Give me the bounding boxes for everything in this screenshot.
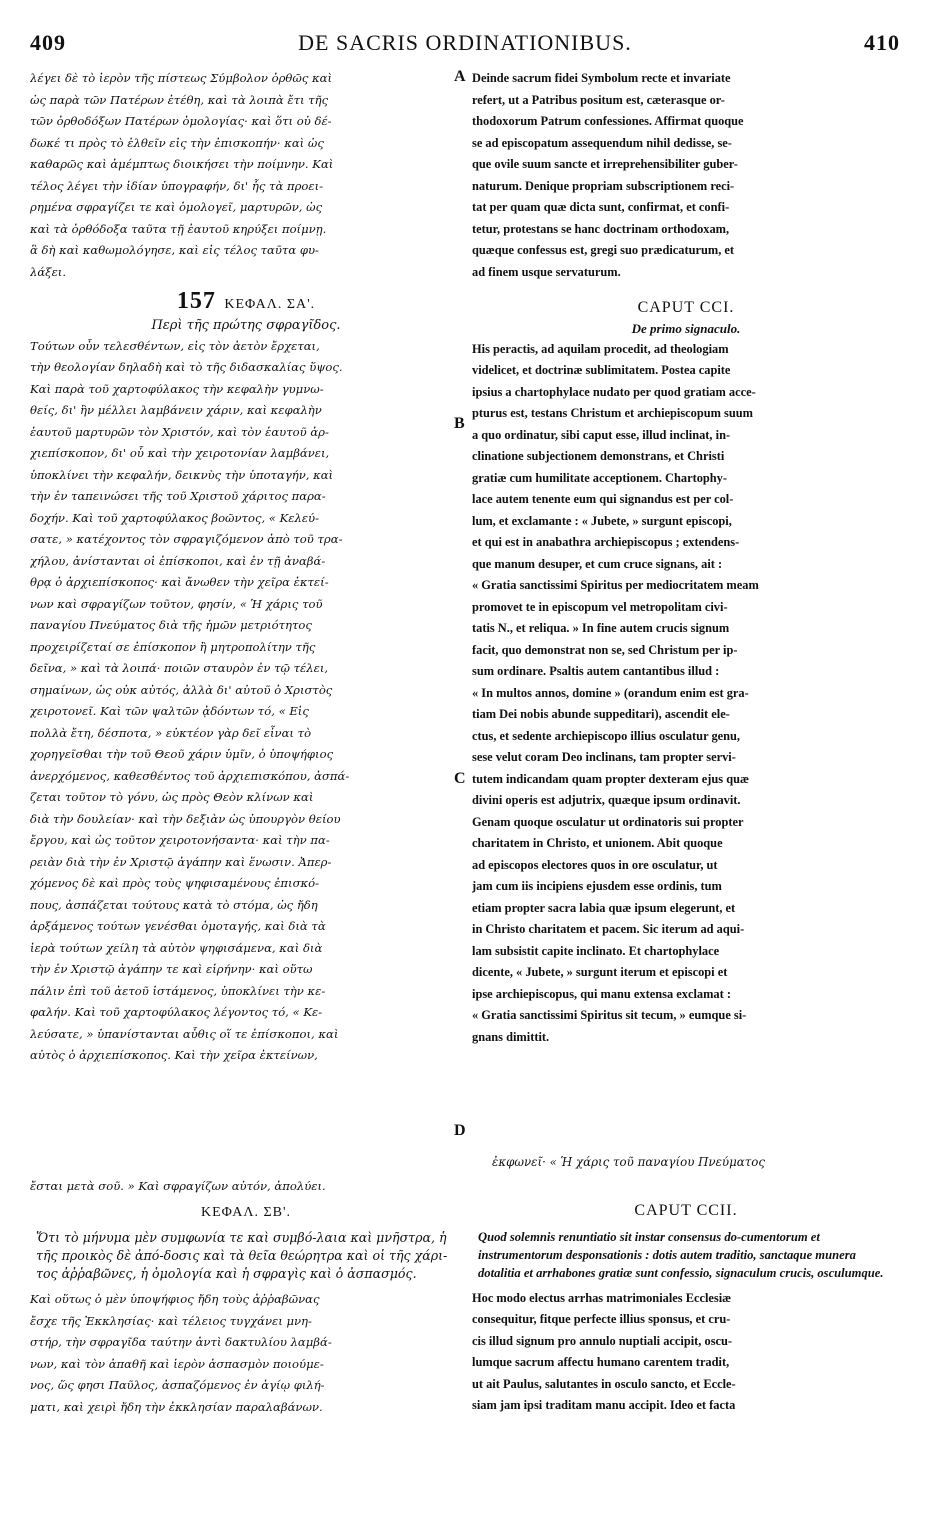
text-line: χήλου, ἀνίστανται οἱ ἐπίσκοποι, καὶ ἐν τῇ ἀναβά- xyxy=(30,553,326,568)
text-line: χειροτονεῖ. Καὶ τῶν ψαλτῶν ᾀδόντων τό, « Εἰς xyxy=(30,704,309,718)
text-line: jam cum iis incipiens ejusdem esse ordinis, tum xyxy=(472,879,722,893)
chapter-number: 157 xyxy=(176,288,216,314)
text-line: ad episcopos electores quos in ore osculatur, ut xyxy=(472,857,718,872)
text-line: δωκέ τι πρὸς τὸ ἐλθεῖν εἰς τὴν ἐπισκοπήν· καὶ ὡς xyxy=(30,135,324,150)
text-line: τέλος λέγει τὴν ἰδίαν ὑπογραφήν, δι' ἧς τὰ προει- xyxy=(30,178,324,193)
text-line: ὑποκλίνει τὴν κεφαλήν, δεικνὺς τὴν ὑποταγήν, καὶ xyxy=(30,467,334,482)
running-title: DE SACRIS ORDINATIONIBUS. xyxy=(298,30,632,55)
greek-chapter2-text xyxy=(30,1289,462,1418)
text-line: νων, καὶ τὸν ἀπαθῆ καὶ ἱερὸν ἀσπασμὸν ποιούμε- xyxy=(30,1356,324,1371)
text-line: sese velut coram Deo inclinans, tam propter servi- xyxy=(472,750,736,764)
text-line: siam jam ipsi traditam manu accipit. Ideo et facta xyxy=(472,1398,736,1412)
text-line: ζεται τοῦτον τὸ γόνυ, ὡς πρὸς Θεὸν κλίνων καὶ xyxy=(30,790,314,804)
text-line: lumque sacrum affectu humano carentem tradit, xyxy=(472,1355,730,1369)
text-line: quæque confessus est, gregi suo prædicaturum, et xyxy=(472,243,735,257)
margin-letter: A xyxy=(454,68,466,85)
text-line: τὴν ἐν ταπεινώσει τῆς τοῦ Χριστοῦ χάριτος παρα- xyxy=(30,489,326,503)
text-line: tiam Dei nobis abunde suppeditari), ascendit ele- xyxy=(472,707,730,721)
text-line: tatis N., et reliqua. » In fine autem crucis signum xyxy=(472,621,730,635)
text-line: gratiæ cum humilitate acceptionem. Chartophy- xyxy=(472,470,728,485)
text-line: ἀνερχόμενος, καθεσθέντος τοῦ ἀρχιεπισκόπου, ἀσπά- xyxy=(30,768,350,783)
text-line: θρᾳ ὁ ἀρχιεπίσκοπος· καὶ ἄνωθεν τὴν χεῖρα ἐκτεί- xyxy=(30,575,329,589)
text-line: σατε, » κατέχοντος τὸν σφραγιζόμενον ἀπὸ τοῦ τρα- xyxy=(30,532,343,546)
text-line: δοχήν. Καὶ τοῦ χαρτοφύλακος βοῶντος, « Κελεύ- xyxy=(30,510,320,525)
text-line: χιεπίσκοπον, δι' οὗ καὶ τὴν χειροτονίαν λαμβάνει, xyxy=(30,446,330,460)
latin-chapter-heading: CAPUT CCI. xyxy=(637,299,735,316)
text-line: facit, quo demonstrat non se, sed Christum per ip- xyxy=(472,642,738,657)
text-line: ipsius a chartophylace nudato per quod gratiam acce- xyxy=(472,384,756,399)
text-line: στήρ, τὴν σφραγῖδα ταύτην ἀντὶ δακτυλίου λαμβά- xyxy=(30,1335,332,1349)
text-line: ἑαυτοῦ μαρτυρῶν τὸν Χριστόν, καὶ τὸν ἑαυτοῦ ἀρ- xyxy=(30,424,329,439)
text-line: refert, ut a Patribus positum est, cæterasque or- xyxy=(472,92,725,107)
text-line: πολλὰ ἔτη, δέσποτα, » εὐκτέον γὰρ δεῖ εἶναι τὸ xyxy=(30,725,312,740)
text-line: τῶν ὀρθοδόξων Πατέρων ὁμολογίας· καὶ ὅτι οὐ δέ- xyxy=(30,114,332,128)
text-line: divini operis est adjutrix, quæque ipsum ordinavit. xyxy=(472,793,741,807)
greek-chapter-heading xyxy=(30,288,462,316)
text-line: ματι, καὶ χειρὶ ἤδη τὴν ἐκκλησίαν παραλαβάνων. xyxy=(30,1399,323,1414)
text-line: θείς, δι' ἣν μέλλει λαμβάνειν χάριν, καὶ κεφαλὴν xyxy=(30,403,322,417)
text-line: consequitur, fitque perfecte illius sponsus, et cru- xyxy=(472,1312,731,1326)
text-line: ipse archiepiscopus, qui manu extensa exclamat : xyxy=(472,986,731,1001)
text-line: Genam quoque osculatur ut ordinatoris sui propter xyxy=(472,814,744,829)
text-line: ἔσχε τῆς Ἐκκλησίας· καὶ τέλειος τυγχάνει μνη- xyxy=(30,1313,312,1328)
page-number-right: 410 xyxy=(864,30,900,55)
latin-column xyxy=(472,68,900,1048)
text-line: δεῖνα, » καὶ τὰ λοιπά· ποιῶν σταυρὸν ἐν τῷ τέλει, xyxy=(30,661,329,675)
text-line: προχειρίζεταί σε ἐπίσκοπον ἢ μητροπολίτην τῆς xyxy=(30,639,316,654)
text-line: in Christo charitatem et pacem. Sic iterum ad aqui- xyxy=(472,922,745,936)
text-line: ρημένα σφραγίζει τε καὶ ὁμολογεῖ, μαρτυρῶν, ὡς xyxy=(30,200,323,214)
text-line: τὴν ἐν Χριστῷ ἀγάπην τε καὶ εἰρήνην· καὶ οὕτω xyxy=(30,962,313,976)
text-line: videlicet, et doctrinæ sublimitatem. Postea capite xyxy=(472,363,731,377)
latin-chapter2-subtitle: Quod solemnis renuntiatio sit instar consensus do-cumentorum et instrumentorum desponsationis : dotis autem traditio, sanctaque munera dotalitia et arrhabones gratiæ sunt confessio, signaculum crucis, osculumque. xyxy=(478,1229,884,1280)
latin-chapter2-heading: CAPUT CCII. xyxy=(634,1202,738,1219)
greek-chapter-text xyxy=(30,336,462,1067)
latin-chapter2-text xyxy=(472,1288,900,1417)
greek-chapter-subtitle: Περὶ τῆς πρώτης σφραγῖδος. xyxy=(151,317,341,333)
text-line: clinatione subjectionem demonstrans, et Christi xyxy=(472,449,725,463)
text-line: lam subsistit capite inclinato. Et chartophylace xyxy=(472,943,720,958)
text-line: lace autem tenente eum qui signandus est per col- xyxy=(472,492,734,506)
text-line: ut ait Paulus, salutantes in osculo sancto, et Eccle- xyxy=(472,1376,736,1391)
greek-line: ἔσται μετὰ σοῦ. » Καὶ σφραγίζων αὐτόν, ἀπολύει. xyxy=(30,1179,326,1193)
text-line: « Gratia sanctissimi Spiritus sit tecum, » eumque si- xyxy=(472,1008,747,1022)
greek-intro-paragraph xyxy=(30,68,462,283)
margin-letter: C xyxy=(454,770,466,787)
text-line: χορηγεῖσθαι τὴν τοῦ Θεοῦ χάριν ὑμῖν, ὁ ὑποψήφιος xyxy=(30,747,334,761)
greek-chapter-title: ΚΕΦΑΛ. ΣΑ'. xyxy=(224,297,316,312)
text-line: νων καὶ σφραγίζων τοῦτον, φησίν, « Ἡ χάρις τοῦ xyxy=(30,596,323,611)
text-line: ἱερὰ τούτων χείλη τὰ αὐτὸν ψηφισάμενα, καὶ διὰ xyxy=(30,940,323,955)
text-line: Hoc modo electus arrhas matrimoniales Ecclesiæ xyxy=(472,1290,732,1305)
text-line: Deinde sacrum fidei Symbolum recte et invariate xyxy=(472,71,731,85)
text-line: ctus, et sedente archiepiscopo illius osculatur genu, xyxy=(472,728,741,743)
text-line: διὰ τὴν δουλείαν· καὶ τὴν δεξιὰν ὡς ὑπουργὸν θείου xyxy=(30,811,341,826)
text-line: tat per quam quæ dicta sunt, confirmat, et confi- xyxy=(472,200,730,214)
text-line: se ad episcopatum assequendum nihil dedisse, se- xyxy=(472,135,732,150)
text-line: καθαρῶς καὶ ἀμέμπτως διοικήσει τὴν ποίμνην. Καὶ xyxy=(30,157,334,171)
text-line: dicente, « Jubete, » surgunt iterum et episcopi et xyxy=(472,965,728,979)
latin-intro-paragraph xyxy=(472,68,900,283)
text-line: αὐτὸς ὁ ἀρχιεπίσκοπος. Καὶ τὴν χεῖρα ἐκτείνων, xyxy=(30,1048,318,1062)
text-line: φαλήν. Καὶ τοῦ χαρτοφύλακος λέγοντος τό, « Κε- xyxy=(30,1005,323,1019)
text-line: que ovile suum sancte et irreprehensibiliter guber- xyxy=(472,157,738,171)
greek-chapter2-subtitle: Ὅτι τὸ μήνυμα μὲν συμφωνία τε καὶ συμβό-λαια καὶ μνῆστρα, ἡ τῆς προικὸς δὲ ἀπό-δοσις καὶ τὰ θεῖα θεώρητρα καὶ οἱ τῆς χάρι-τος ἀῤῥαβῶνες, ἡ ὁμολογία καὶ ἡ σφραγὶς καὶ ὁ ἀσπασμός. xyxy=(36,1230,448,1281)
greek-column-lower xyxy=(30,1176,462,1418)
text-line: νος, ὥς φησι Παῦλος, ἀσπαζόμενος ἐν ἁγίῳ φιλή- xyxy=(30,1378,325,1392)
text-line: πάλιν ἐπὶ τοῦ ἀετοῦ ἱστάμενος, ὑποκλίνει τὴν κε- xyxy=(30,983,326,998)
text-line: pturus est, testans Christum et archiepiscopum suum xyxy=(472,406,753,420)
text-line: τὴν θεολογίαν δηλαδὴ καὶ τὸ τῆς διδασκαλίας ὕψος. xyxy=(30,360,343,374)
text-line: ad finem usque servaturum. xyxy=(472,264,621,279)
text-line: ἃ δὴ καὶ καθωμολόγησε, καὶ εἰς τέλος ταῦτα φυ- xyxy=(30,243,319,257)
text-line: πους, ἀσπάζεται τούτους κατὰ τὸ στόμα, ὡς ἤδη xyxy=(30,897,318,912)
page-number-left: 409 xyxy=(30,30,66,55)
text-line: lum, et exclamante : « Jubete, » surgunt episcopi, xyxy=(472,513,732,528)
text-line: a quo ordinatur, sibi caput esse, illud inclinat, in- xyxy=(472,427,731,442)
text-line: thodoxorum Patrum confessiones. Affirmat quoque xyxy=(472,114,744,128)
text-line: que manum desuper, et cum cruce signans, ait : xyxy=(472,556,723,571)
text-line: charitatem in Christo, et unionem. Abit quoque xyxy=(472,836,723,850)
text-line: καὶ τὰ ὀρθόδοξα ταῦτα τῇ ἑαυτοῦ κηρύξει ποίμνῃ. xyxy=(30,221,327,236)
text-line: ἀρξάμενος τούτων γενέσθαι ὁμοταγής, καὶ διὰ τὰ xyxy=(30,919,326,933)
greek-chapter2-heading: ΚΕΦΑΛ. ΣΒ'. xyxy=(201,1204,291,1220)
text-line: ρειὰν διὰ τὴν ἐν Χριστῷ ἀγάπην καὶ ἕνωσιν. Ἀπερ- xyxy=(30,854,332,869)
text-line: cis illud signum pro annulo nuptiali accipit, oscu- xyxy=(472,1333,733,1348)
text-line: Καὶ παρὰ τοῦ χαρτοφύλακος τὴν κεφαλὴν γυμνω- xyxy=(30,381,324,396)
text-line: λέγει δὲ τὸ ἱερὸν τῆς πίστεως Σύμβολον ὀρθῶς καὶ xyxy=(30,71,333,85)
full-width-line xyxy=(30,1155,900,1169)
text-line: naturum. Denique propriam subscriptionem reci- xyxy=(472,178,735,193)
text-line: σημαίνων, ὡς οὐκ αὐτός, ἀλλὰ δι' αὐτοῦ ὁ Χριστὸς xyxy=(30,682,333,697)
text-line: παναγίου Πνεύματος διὰ τῆς ἡμῶν μετριότητος xyxy=(30,618,312,632)
latin-column-lower xyxy=(472,1200,900,1417)
text-line: etiam propter sacra labia quæ ipsum elegerunt, et xyxy=(472,900,736,915)
latin-chapter-subtitle: De primo signaculo. xyxy=(631,320,741,336)
text-line: ὡς παρὰ τῶν Πατέρων ἐτέθη, καὶ τὰ λοιπὰ ἔτι τῆς xyxy=(30,92,329,107)
text-line: Τούτων οὖν τελεσθέντων, εἰς τὸν ἀετὸν ἔρχεται, xyxy=(30,338,320,353)
margin-letter: D xyxy=(454,1122,466,1139)
text-line: ἔργου, καὶ ὡς τοῦτον χειροτονήσαντα· καὶ τὴν πα- xyxy=(30,833,330,847)
margin-letter: B xyxy=(454,415,465,432)
text-line: λεύσατε, » ὑπανίστανται αὖθις οἵ τε ἐπίσκοποι, καὶ xyxy=(30,1026,339,1041)
page-header xyxy=(30,30,900,56)
text-line: tetur, protestans se hanc doctrinam orthodoxam, xyxy=(472,221,730,236)
text-line: gnans dimittit. xyxy=(472,1029,550,1044)
text-line: χόμενος δὲ καὶ πρὸς τοὺς ψηφισαμένους ἐπισκό- xyxy=(30,876,319,890)
text-line: Καὶ οὕτως ὁ μὲν ὑποψήφιος ἤδη τοὺς ἀῤῥαβῶνας xyxy=(30,1292,320,1306)
text-line: et qui est in anabathra archiepiscopus ; extendens- xyxy=(472,535,740,549)
text-line: « In multos annos, domine » (orandum enim est gra- xyxy=(472,685,749,700)
text-line: « Gratia sanctissimi Spiritus per mediocritatem meam xyxy=(472,578,759,592)
text-line: sum ordinare. Psaltis autem cantantibus illud : xyxy=(472,664,720,678)
latin-chapter-text xyxy=(472,339,900,1049)
text-line: His peractis, ad aquilam procedit, ad theologiam xyxy=(472,341,729,356)
greek-column xyxy=(30,68,462,1067)
text-line: tutem indicandam quam propter dexteram ejus quæ xyxy=(472,771,749,786)
text-line: λάξει. xyxy=(30,264,67,279)
text-line: promovet te in episcopum vel metropolitam civi- xyxy=(472,599,728,614)
full-width-line-text: ἐκφωνεῖ· « Ἡ χάρις τοῦ παναγίου Πνεύματος xyxy=(492,1155,765,1169)
